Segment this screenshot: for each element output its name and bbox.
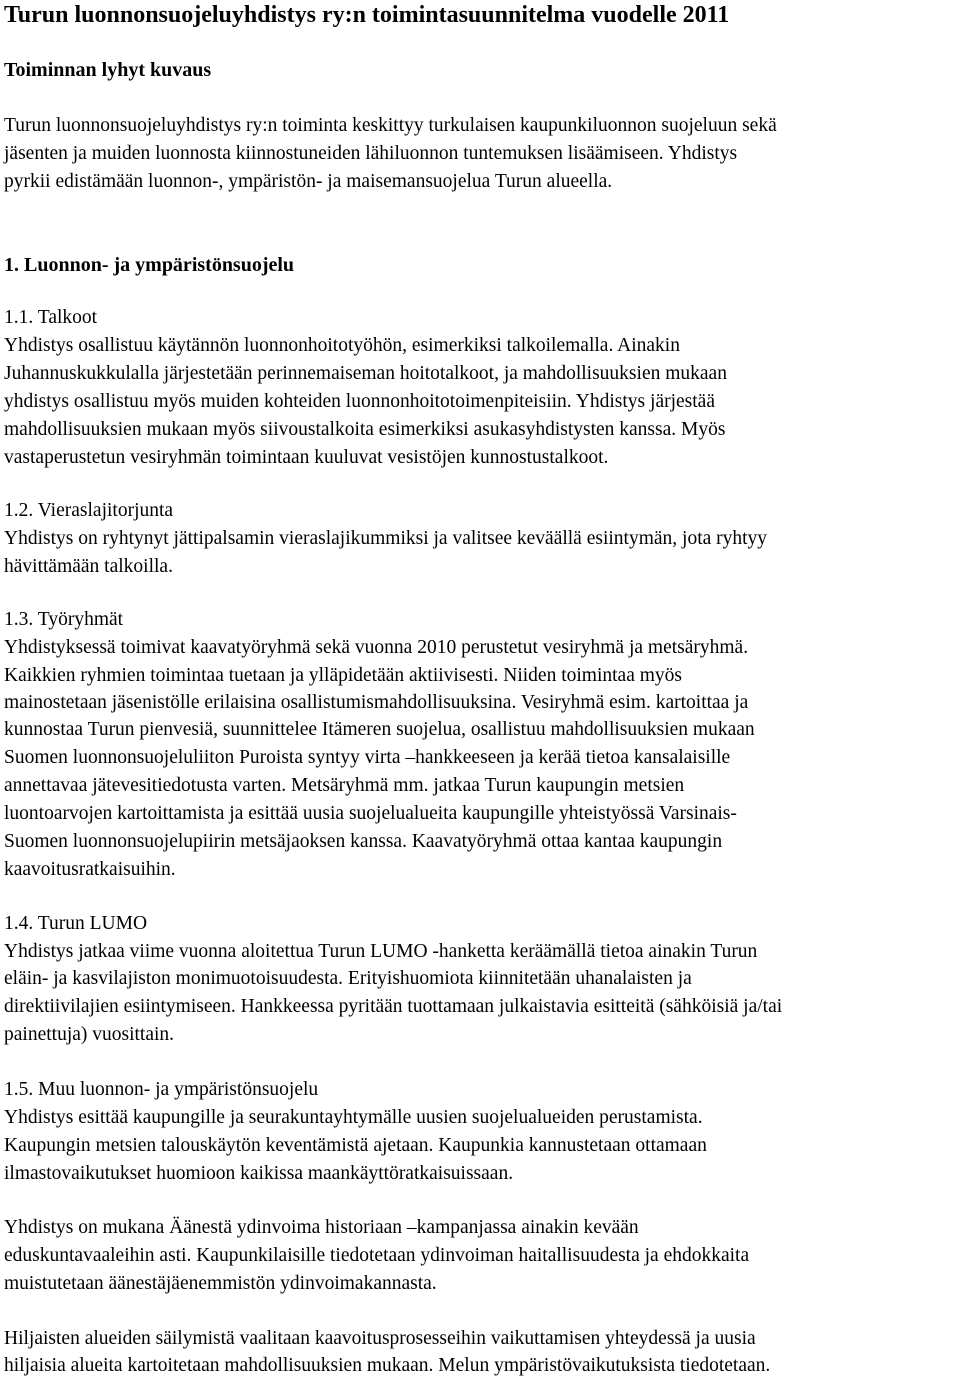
intro-line: pyrkii edistämään luonnon-, ympäristön- ja maisemansuojelua Turun alueella. xyxy=(4,171,613,192)
paragraph-ydinvoima-line: eduskuntavaaleihin asti. Kaupunkilaisille tiedotetaan ydinvoiman haitallisuudesta ja ehdokkaita xyxy=(4,1245,750,1266)
subsection-1-3-line: Suomen luonnonsuojeluliiton Puroista syntyy virta –hankkeeseen ja kerää tietoa kansalaisille xyxy=(4,747,731,768)
subsection-1-1-line: Yhdistys osallistuu käytännön luonnonhoitotyöhön, esimerkiksi talkoilemalla. Ainakin xyxy=(4,335,680,356)
subsection-1-4-line: painettuja) vuosittain. xyxy=(4,1024,175,1045)
subsection-1-5-line: Kaupungin metsien talouskäytön keventämistä ajetaan. Kaupunkia kannustetaan ottamaan xyxy=(4,1135,707,1156)
subsection-1-3-title: 1.3. Työryhmät xyxy=(4,609,124,630)
subsection-1-3-line: kunnostaa Turun pienvesiä, suunnittelee Itämeren suojelua, osallistuu mahdollisuuksien mukaan xyxy=(4,719,755,740)
subsection-1-1-line: vastaperustetun vesiryhmän toimintaan kuuluvat vesistöjen kunnostustalkoot. xyxy=(4,447,609,468)
subsection-1-3-line: Yhdistyksessä toimivat kaavatyöryhmä sekä vuonna 2010 perustetut vesiryhmä ja metsäryhmä. xyxy=(4,637,749,658)
subsection-1-1-line: yhdistys osallistuu myös muiden kohteiden luonnonhoitotoimenpiteisiin. Yhdistys järjestää xyxy=(4,391,715,412)
subsection-1-4-line: Yhdistys jatkaa viime vuonna aloitettua Turun LUMO -hanketta keräämällä tietoa ainakin Turun xyxy=(4,941,758,962)
subsection-1-3-line: annettavaa jätevesitiedotusta varten. Metsäryhmä mm. jatkaa Turun kaupungin metsien xyxy=(4,775,685,796)
subsection-1-5-line: Yhdistys esittää kaupungille ja seurakuntayhtymälle uusien suojelualueiden perustamista. xyxy=(4,1107,703,1128)
subsection-1-1-line: mahdollisuuksien mukaan myös siivoustalkoita esimerkiksi asukasyhdistysten kanssa. Myös xyxy=(4,419,726,440)
paragraph-ydinvoima-line: muistutetaan äänestäjäenemmistön ydinvoimakannasta. xyxy=(4,1273,437,1294)
intro-line: Turun luonnonsuojeluyhdistys ry:n toiminta keskittyy turkulaisen kaupunkiluonnon suojeluun sekä xyxy=(4,115,777,136)
subsection-1-2-line: Yhdistys on ryhtynyt jättipalsamin vieraslajikummiksi ja valitsee keväällä esiintymän, jota ryhtyy xyxy=(4,528,768,549)
subsection-1-3-line: luontoarvojen kartoittamista ja esittää uusia suojelualueita kaupungille yhteistyössä Varsinais- xyxy=(4,803,737,824)
document-title: Turun luonnonsuojeluyhdistys ry:n toimintasuunnitelma vuodelle 2011 xyxy=(4,2,730,28)
subsection-1-5-line: ilmastovaikutukset huomioon kaikissa maankäyttöratkaisuissaan. xyxy=(4,1163,514,1184)
subsection-1-3-line: Kaikkien ryhmien toimintaa tuetaan ja ylläpidetään aktiivisesti. Niiden toimintaa myös xyxy=(4,665,682,686)
subsection-1-1-line: Juhannuskukkulalla järjestetään perinnemaiseman hoitotalkoot, ja mahdollisuuksien mukaan xyxy=(4,363,727,384)
intro-line: jäsenten ja muiden luonnosta kiinnostuneiden lähiluonnon tuntemuksen lisäämiseen. Yhdistys xyxy=(4,143,738,164)
section-1-heading: 1. Luonnon- ja ympäristönsuojelu xyxy=(4,254,295,276)
subsection-1-2-line: hävittämään talkoilla. xyxy=(4,556,173,577)
subsection-1-3-line: mainostetaan jäsenistölle erilaisina osallistumismahdollisuuksina. Vesiryhmä esim. kartoittaa ja xyxy=(4,692,749,713)
paragraph-ydinvoima-line: Yhdistys on mukana Äänestä ydinvoima historiaan –kampanjassa ainakin kevään xyxy=(4,1217,639,1238)
subsection-1-4-line: direktiivilajien esiintymiseen. Hankkeessa pyritään tuottamaan julkaistavia esitteitä (sähköisiä ja/tai xyxy=(4,996,783,1017)
subsection-1-3-line: kaavoitusratkaisuihin. xyxy=(4,859,176,880)
subsection-1-5-title: 1.5. Muu luonnon- ja ympäristönsuojelu xyxy=(4,1079,319,1100)
subsection-1-4-title: 1.4. Turun LUMO xyxy=(4,913,148,934)
subsection-1-1-title: 1.1. Talkoot xyxy=(4,307,98,328)
subsection-1-3-line: Suomen luonnonsuojelupiirin metsäjaoksen kanssa. Kaavatyöryhmä ottaa kantaa kaupungin xyxy=(4,831,723,852)
paragraph-hiljaiset-line: hiljaisia alueita kartoitetaan mahdollisuuksien mukaan. Melun ympäristövaikutuksista tiedotetaan. xyxy=(4,1355,771,1376)
paragraph-hiljaiset-line: Hiljaisten alueiden säilymistä vaalitaan kaavoitusprosesseihin vaikuttamisen yhteydessä ja uusia xyxy=(4,1328,756,1349)
subsection-1-2-title: 1.2. Vieraslajitorjunta xyxy=(4,500,174,521)
intro-heading: Toiminnan lyhyt kuvaus xyxy=(4,59,212,81)
subsection-1-4-line: eläin- ja kasvilajiston monimuotoisuudesta. Erityishuomiota kiinnitetään uhanalaisten ja xyxy=(4,968,692,989)
